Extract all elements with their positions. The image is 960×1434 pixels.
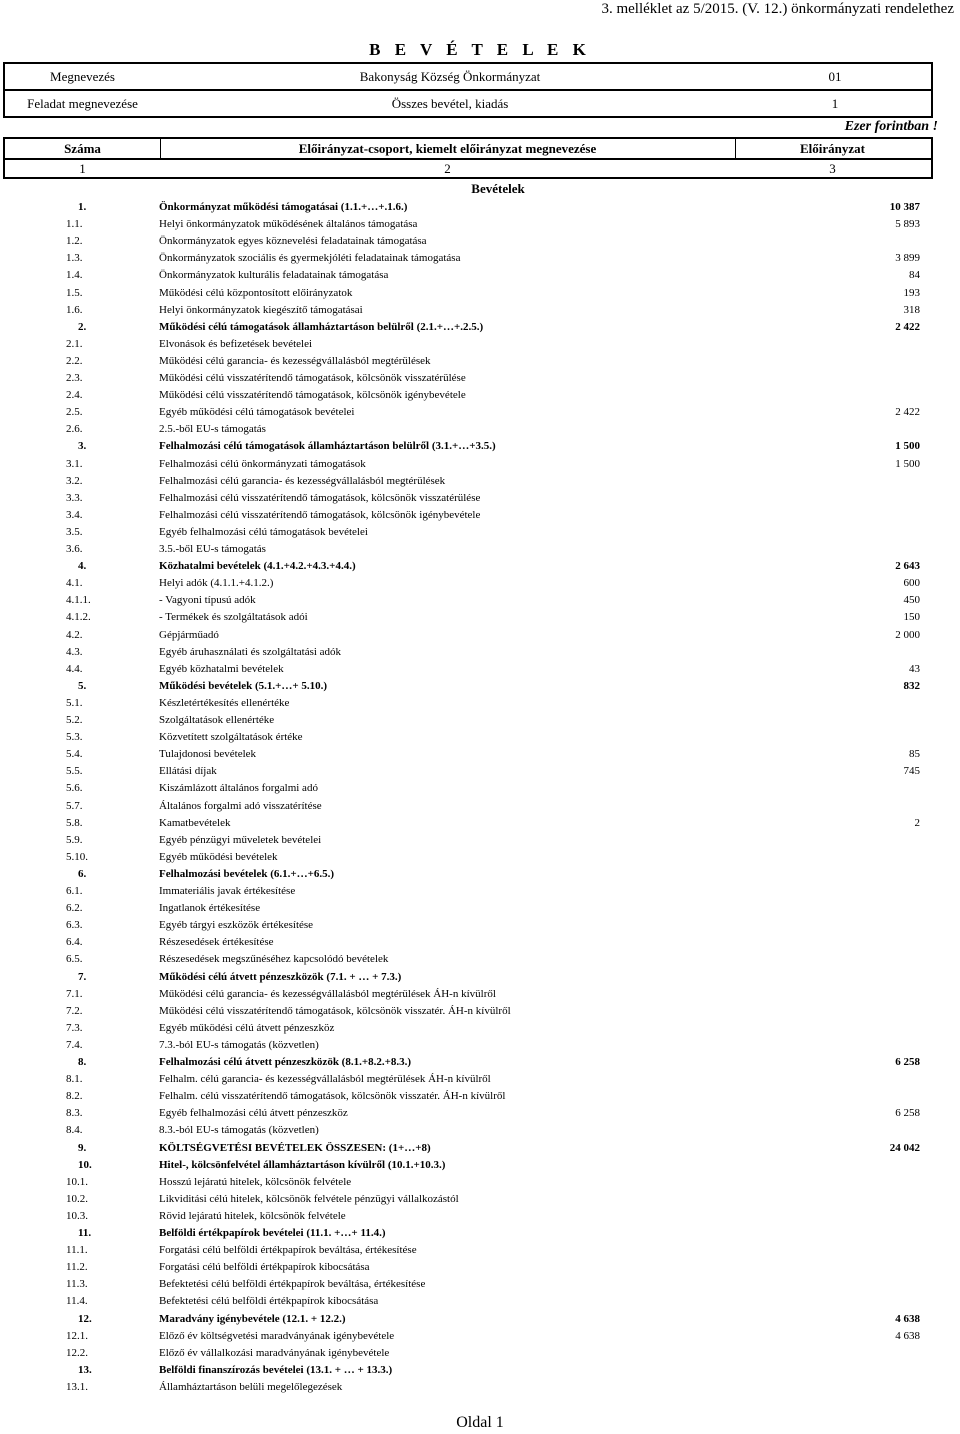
row-value: 4 638 xyxy=(895,1312,920,1325)
row-value: 318 xyxy=(903,303,920,316)
row-label: Felhalm. célú garancia- és kezességvállalásból megtérülések ÁH-n kívülről xyxy=(159,1073,491,1086)
row-value: 2 422 xyxy=(895,320,920,333)
row-number: 3.5. xyxy=(66,525,83,538)
row-value: 2 xyxy=(914,816,920,829)
row-label: Hitel-, kölcsönfelvétel államháztartáson kívülről (10.1.+10.3.) xyxy=(159,1158,446,1171)
row-label: Rövid lejáratú hitelek, kölcsönök felvétele xyxy=(159,1209,346,1222)
row-label: Egyéb működési célú átvett pénzeszköz xyxy=(159,1021,335,1034)
row-number: 8.2. xyxy=(66,1090,83,1103)
row-number: 6.1. xyxy=(66,885,83,897)
row-value: 745 xyxy=(903,765,920,778)
row-label: Helyi adók (4.1.1.+4.1.2.) xyxy=(159,577,274,590)
row-number: 2.2. xyxy=(66,354,83,367)
row-value: 600 xyxy=(903,577,920,590)
row-label: Befektetési célú belföldi értékpapírok beváltása, értékesítése xyxy=(159,1278,426,1291)
feladat-code: 1 xyxy=(831,95,839,111)
row-label: Szolgáltatások ellenértéke xyxy=(159,714,275,726)
row-label: Működési célú visszatérítendő támogatások, kölcsönök visszatérülése xyxy=(159,372,466,384)
row-label: Készletértékesítés ellenértéke xyxy=(159,696,290,709)
row-number: 3.4. xyxy=(66,508,83,521)
row-label: Helyi önkormányzatok kiegészítő támogatásai xyxy=(159,303,363,316)
row-number: 8.1. xyxy=(66,1073,83,1086)
row-label: Egyéb felhalmozási célú támogatások bevételei xyxy=(159,525,368,538)
row-number: 4.1. xyxy=(66,577,83,590)
row-number: 3.6. xyxy=(66,543,83,555)
row-label: Általános forgalmi adó visszatérítése xyxy=(159,799,322,812)
row-number: 3.3. xyxy=(66,491,83,504)
row-number: 11.3. xyxy=(66,1278,88,1291)
row-number: 11.2. xyxy=(66,1261,88,1274)
row-number: 2.3. xyxy=(66,372,83,384)
row-number: 5.4. xyxy=(66,748,83,761)
row-label: Működési célú visszatérítendő támogatások, kölcsönök igénybevétele xyxy=(159,389,466,402)
row-label: Működési bevételek (5.1.+…+ 5.10.) xyxy=(159,679,328,692)
unit-label: Ezer forintban ! xyxy=(844,119,938,134)
row-number: 5.2. xyxy=(66,714,83,726)
row-value: 24 042 xyxy=(889,1141,920,1154)
row-number: 8.4. xyxy=(66,1124,83,1137)
row-label: Egyéb működési bevételek xyxy=(159,850,278,863)
row-number: 5.1. xyxy=(66,696,83,709)
row-label: Elvonások és befizetések bevételei xyxy=(159,337,313,350)
row-number: 12.2. xyxy=(66,1346,88,1359)
row-number: 11. xyxy=(78,1227,92,1239)
row-number: 3.2. xyxy=(66,474,83,487)
row-label: Kamatbevételek xyxy=(159,816,231,829)
divider xyxy=(160,139,161,158)
row-number: 1.6. xyxy=(66,303,83,316)
row-label: Forgatási célú belföldi értékpapírok kibocsátása xyxy=(159,1261,370,1274)
row-label: Előző év vállalkozási maradványának igénybevétele xyxy=(159,1346,390,1359)
row-label: Működési célú garancia- és kezességvállalásból megtérülések ÁH-n kívülről xyxy=(159,987,496,1000)
row-value: 1 500 xyxy=(895,440,920,453)
row-value: 450 xyxy=(903,594,920,607)
row-label: Likviditási célú hitelek, kölcsönök felvétele pénzügyi vállalkozástól xyxy=(159,1192,459,1205)
row-number: 6.3. xyxy=(66,919,83,932)
row-label: Felhalm. célú visszatérítendő támogatások, kölcsönök visszatér. ÁH-n kívülről xyxy=(159,1090,506,1103)
row-label: Kiszámlázott általános forgalmi adó xyxy=(159,782,318,795)
row-number: 10.1. xyxy=(66,1175,88,1188)
row-label: Belföldi értékpapírok bevételei (11.1. +…+ 11.4.) xyxy=(159,1227,386,1239)
row-value: 2 643 xyxy=(895,560,920,573)
row-label: 2.5.-ből EU-s támogatás xyxy=(159,423,266,436)
row-label: Önkormányzat működési támogatásai (1.1.+…+.1.6.) xyxy=(159,201,408,213)
megnevezes-value: Bakonyság Község Önkormányzat xyxy=(359,68,541,84)
row-number: 4.2. xyxy=(66,628,83,641)
col-csoport: Előirányzat-csoport, kiemelt előirányzat megnevezése xyxy=(298,140,597,156)
row-label: Tulajdonosi bevételek xyxy=(159,748,257,761)
row-number: 6.4. xyxy=(66,936,83,949)
row-number: 7. xyxy=(78,970,87,983)
row-label: Államháztartáson belüli megelőlegezések xyxy=(159,1380,343,1393)
row-value: 193 xyxy=(903,286,920,299)
row-value: 1 500 xyxy=(895,457,920,470)
row-number: 4.4. xyxy=(66,662,83,675)
row-number: 1. xyxy=(78,201,87,213)
row-label: 8.3.-ból EU-s támogatás (közvetlen) xyxy=(159,1124,319,1137)
row-label: 7.3.-ból EU-s támogatás (közvetlen) xyxy=(159,1038,319,1051)
section-title: Bevételek xyxy=(471,181,525,196)
row-label: Egyéb felhalmozási célú átvett pénzeszköz xyxy=(159,1107,348,1120)
column-header-row xyxy=(3,137,933,160)
row-value: 2 000 xyxy=(895,628,920,641)
row-label: Egyéb pénzügyi műveletek bevételei xyxy=(159,833,322,846)
row-number: 5.5. xyxy=(66,765,83,778)
row-number: 7.2. xyxy=(66,1004,83,1017)
row-number: 1.4. xyxy=(66,269,83,282)
row-value: 85 xyxy=(909,748,920,761)
row-label: Felhalmozási bevételek (6.1.+…+6.5.) xyxy=(159,867,335,880)
row-label: Egyéb áruhasználati és szolgáltatási adók xyxy=(159,645,342,658)
row-label: Helyi önkormányzatok működésének általános támogatása xyxy=(159,218,418,231)
row-number: 4.1.2. xyxy=(66,611,91,624)
row-number: 13.1. xyxy=(66,1380,88,1393)
row-label: Hosszú lejáratú hitelek, kölcsönök felvétele xyxy=(159,1175,352,1188)
row-number: 5. xyxy=(78,679,87,692)
document-title: B E V É T E L E K xyxy=(369,40,591,59)
page-footer: Oldal 1 xyxy=(456,1414,504,1431)
col-eloiranyzat: Előirányzat xyxy=(800,140,865,156)
row-value: 4 638 xyxy=(895,1329,920,1342)
row-number: 2.5. xyxy=(66,406,83,419)
row-value: 832 xyxy=(903,679,920,692)
row-label: Felhalmozási célú önkormányzati támogatások xyxy=(159,457,366,470)
megnevezes-row xyxy=(3,62,933,91)
row-value: 43 xyxy=(909,662,920,675)
col-number-1: 1 xyxy=(79,160,86,176)
row-value: 150 xyxy=(903,611,920,624)
row-number: 11.1. xyxy=(66,1244,88,1257)
row-number: 7.3. xyxy=(66,1021,83,1034)
row-number: 4.3. xyxy=(66,645,83,658)
row-number: 6.5. xyxy=(66,953,83,966)
row-label: Közhatalmi bevételek (4.1.+4.2.+4.3.+4.4.) xyxy=(159,560,356,573)
divider xyxy=(735,139,736,158)
row-label: Önkormányzatok szociális és gyermekjóléti feladatainak támogatása xyxy=(159,252,461,265)
row-number: 5.10. xyxy=(66,850,88,863)
row-label: KÖLTSÉGVETÉSI BEVÉTELEK ÖSSZESEN: (1+…+8) xyxy=(159,1141,431,1154)
row-value: 2 422 xyxy=(895,406,920,419)
row-value: 10 387 xyxy=(889,201,920,213)
row-label: Felhalmozási célú támogatások államháztartáson belülről (3.1.+…+3.5.) xyxy=(159,440,496,453)
row-label: Egyéb tárgyi eszközök értékesítése xyxy=(159,919,314,932)
row-label: Működési célú átvett pénzeszközök (7.1. + … + 7.3.) xyxy=(159,970,402,983)
row-number: 4.1.1. xyxy=(66,594,91,607)
row-number: 3.1. xyxy=(66,457,83,470)
row-label: Működési célú támogatások államháztartáson belülről (2.1.+…+.2.5.) xyxy=(159,320,484,333)
row-number: 8. xyxy=(78,1056,87,1068)
row-label: Immateriális javak értékesítése xyxy=(159,885,296,897)
row-label: Önkormányzatok kulturális feladatainak támogatása xyxy=(159,269,389,282)
row-label: 3.5.-ből EU-s támogatás xyxy=(159,543,266,555)
row-label: Egyéb közhatalmi bevételek xyxy=(159,662,284,675)
row-label: Ellátási díjak xyxy=(159,765,217,778)
row-label: Működési célú központosított előirányzatok xyxy=(159,286,353,299)
row-number: 8.3. xyxy=(66,1107,83,1120)
row-number: 6. xyxy=(78,867,87,880)
row-label: Felhalmozási célú visszatérítendő támogatások, kölcsönök visszatérülése xyxy=(159,491,481,504)
row-label: Működési célú garancia- és kezességvállalásból megtérülések xyxy=(159,354,431,367)
row-number: 7.4. xyxy=(66,1038,83,1051)
row-label: Maradvány igénybevétele (12.1. + 12.2.) xyxy=(159,1312,346,1325)
row-number: 2.4. xyxy=(66,389,83,402)
row-number: 1.1. xyxy=(66,218,83,231)
row-label: Közvetített szolgáltatások értéke xyxy=(159,731,303,744)
col-number-3: 3 xyxy=(829,160,836,176)
row-number: 11.4. xyxy=(66,1295,88,1308)
row-label: Ingatlanok értékesítése xyxy=(159,902,261,915)
row-label: Gépjárműadó xyxy=(159,628,219,641)
row-value: 6 258 xyxy=(895,1056,920,1068)
row-number: 5.3. xyxy=(66,731,83,744)
row-label: Felhalmozási célú visszatérítendő támogatások, kölcsönök igénybevétele xyxy=(159,508,481,521)
row-number: 2. xyxy=(78,320,87,333)
row-number: 9. xyxy=(78,1141,87,1154)
row-number: 1.3. xyxy=(66,252,83,265)
col-number-2: 2 xyxy=(444,160,451,176)
row-label: Felhalmozási célú átvett pénzeszközök (8.1.+8.2.+8.3.) xyxy=(159,1056,412,1068)
row-label: Önkormányzatok egyes köznevelési feladatainak támogatása xyxy=(159,235,427,248)
row-number: 7.1. xyxy=(66,987,83,1000)
row-label: - Vagyoni típusú adók xyxy=(159,594,256,607)
feladat-value: Összes bevétel, kiadás xyxy=(391,95,509,111)
row-number: 5.7. xyxy=(66,799,83,812)
row-label: Belföldi finanszírozás bevételei (13.1. + … + 13.3.) xyxy=(159,1363,393,1376)
row-label: Működési célú visszatérítendő támogatások, kölcsönök visszatér. ÁH-n kívülről xyxy=(159,1004,511,1017)
row-number: 10.3. xyxy=(66,1209,88,1222)
row-number: 6.2. xyxy=(66,902,83,915)
row-number: 13. xyxy=(78,1363,92,1376)
row-label: - Termékek és szolgáltatások adói xyxy=(159,611,308,624)
col-szama: Száma xyxy=(64,140,101,156)
row-label: Forgatási célú belföldi értékpapírok beváltása, értékesítése xyxy=(159,1244,417,1257)
row-number: 4. xyxy=(78,560,87,573)
row-number: 12. xyxy=(78,1312,92,1325)
megnevezes-label: Megnevezés xyxy=(50,68,115,84)
column-number-row xyxy=(3,160,933,179)
row-number: 3. xyxy=(78,440,87,453)
row-value: 5 893 xyxy=(895,218,920,231)
row-number: 1.5. xyxy=(66,286,83,299)
row-number: 5.9. xyxy=(66,833,83,846)
row-label: Részesedések értékesítése xyxy=(159,936,274,949)
row-value: 6 258 xyxy=(895,1107,920,1120)
row-number: 2.6. xyxy=(66,423,83,436)
row-number: 10.2. xyxy=(66,1192,88,1205)
row-label: Befektetési célú belföldi értékpapírok kibocsátása xyxy=(159,1295,379,1308)
annex-reference: 3. melléklet az 5/2015. (V. 12.) önkormányzati rendelethez xyxy=(601,1,954,17)
row-number: 2.1. xyxy=(66,337,83,350)
row-label: Előző év költségvetési maradványának igénybevétele xyxy=(159,1329,395,1342)
row-number: 10. xyxy=(78,1158,92,1171)
row-label: Részesedések megszűnéséhez kapcsolódó bevételek xyxy=(159,953,389,966)
row-label: Felhalmozási célú garancia- és kezességvállalásból megtérülések xyxy=(159,474,446,487)
row-value: 84 xyxy=(909,269,920,282)
row-number: 12.1. xyxy=(66,1329,88,1342)
feladat-row xyxy=(3,91,933,118)
megnevezes-code: 01 xyxy=(828,68,842,84)
row-number: 5.8. xyxy=(66,816,83,829)
row-label: Egyéb működési célú támogatások bevételei xyxy=(159,406,355,419)
feladat-label: Feladat megnevezése xyxy=(27,95,138,111)
row-number: 1.2. xyxy=(66,235,83,248)
row-value: 3 899 xyxy=(895,252,920,265)
row-number: 5.6. xyxy=(66,782,83,795)
